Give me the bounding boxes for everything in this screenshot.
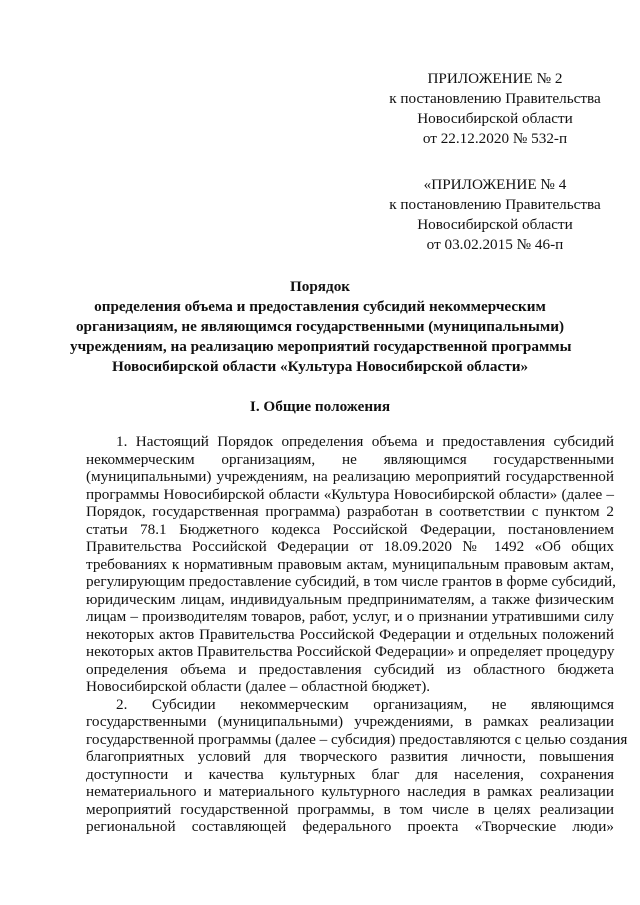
text-line: статьи 78.1 Бюджетного кодекса Российской Федерации, постановлением [86, 520, 614, 538]
appendix-current-date: от 22.12.2020 № 532-п [422, 130, 568, 147]
text-line: лицам – производителям товаров, работ, услуг, и о признании утратившими силу [86, 608, 614, 625]
text-line: некоторых актов Правительства Российской Федерации и отдельных положений [86, 625, 614, 643]
text-line: регулирующим предоставление субсидий, в том числе грантов в форме субсидий, [86, 573, 616, 590]
appendix-original-title: «ПРИЛОЖЕНИЕ № 4 [423, 176, 567, 193]
text-line: Порядок, государственная программа) разработан в соответствии с пунктом 2 [86, 503, 614, 520]
text-line: нематериального и материального культурного наследия в рамках реализации [86, 783, 614, 800]
appendix-original-line: Новосибирской области [417, 216, 573, 233]
text-line: государственными (муниципальными) учреждениями, в рамках реализации [86, 713, 614, 730]
text-line: требованиях к нормативным правовым актам, муниципальным правовым актам, [86, 555, 614, 573]
text-line: Новосибирской области (далее – областной бюджет). [86, 678, 431, 695]
text-line: мероприятий государственной программы, в том числе в целях реализации [86, 800, 614, 818]
paragraph-1 [86, 433, 614, 696]
appendix-current-line: к постановлению Правительства [389, 90, 601, 107]
appendix-current-block [380, 69, 610, 149]
appendix-current-title: ПРИЛОЖЕНИЕ № 2 [427, 70, 563, 87]
title-line: Новосибирской области «Культура Новосибирской области» [111, 358, 529, 375]
appendix-original-block [380, 175, 610, 255]
text-line: региональной составляющей федерального проекта «Творческие люди» [86, 818, 614, 835]
text-line: программы Новосибирской области «Культура Новосибирской области» (далее – [86, 485, 614, 503]
text-line: благоприятных условий для творческого развития личности, повышения [86, 748, 614, 765]
text-line: 1. Настоящий Порядок определения объема и предоставления субсидий [116, 433, 614, 450]
title-line: организациям, не являющимся государственными (муниципальными) [75, 318, 565, 335]
document-body [86, 433, 628, 836]
text-line: определения объема и предоставления субсидий из областного бюджета [86, 660, 614, 678]
text-line: доступности и качества культурных благ для населения, сохранения [86, 765, 614, 783]
text-line: некоторых актов Правительства Российской Федерации» и определяет процедуру [86, 643, 615, 660]
document-title [70, 277, 570, 377]
appendix-current-line: Новосибирской области [417, 110, 573, 127]
text-line: юридическим лицам, индивидуальным предпринимателям, а также физическим [86, 590, 614, 608]
text-line: 2. Субсидии некоммерческим организациям, не являющимся [116, 695, 614, 713]
section-heading: I. Общие положения [249, 398, 391, 415]
paragraph-2 [86, 695, 628, 836]
title-line: учреждениям, на реализацию мероприятий государственной программы [70, 338, 572, 355]
title-line: Порядок [289, 278, 351, 295]
appendix-original-line: к постановлению Правительства [389, 196, 601, 213]
text-line: (муниципальными) учреждениям, на реализацию мероприятий государственной [86, 468, 614, 485]
text-line: государственной программы (далее – субсидия) предоставляются с целью создания [86, 730, 628, 748]
text-line: Правительства Российской Федерации от 18.09.2020 № 1492 «Об общих [86, 538, 614, 555]
title-line: определения объема и предоставления субсидий некоммерческим [94, 298, 546, 315]
appendix-original-date: от 03.02.2015 № 46-п [426, 236, 564, 253]
text-line: некоммерческим организациям, не являющимся государственными [86, 450, 614, 468]
